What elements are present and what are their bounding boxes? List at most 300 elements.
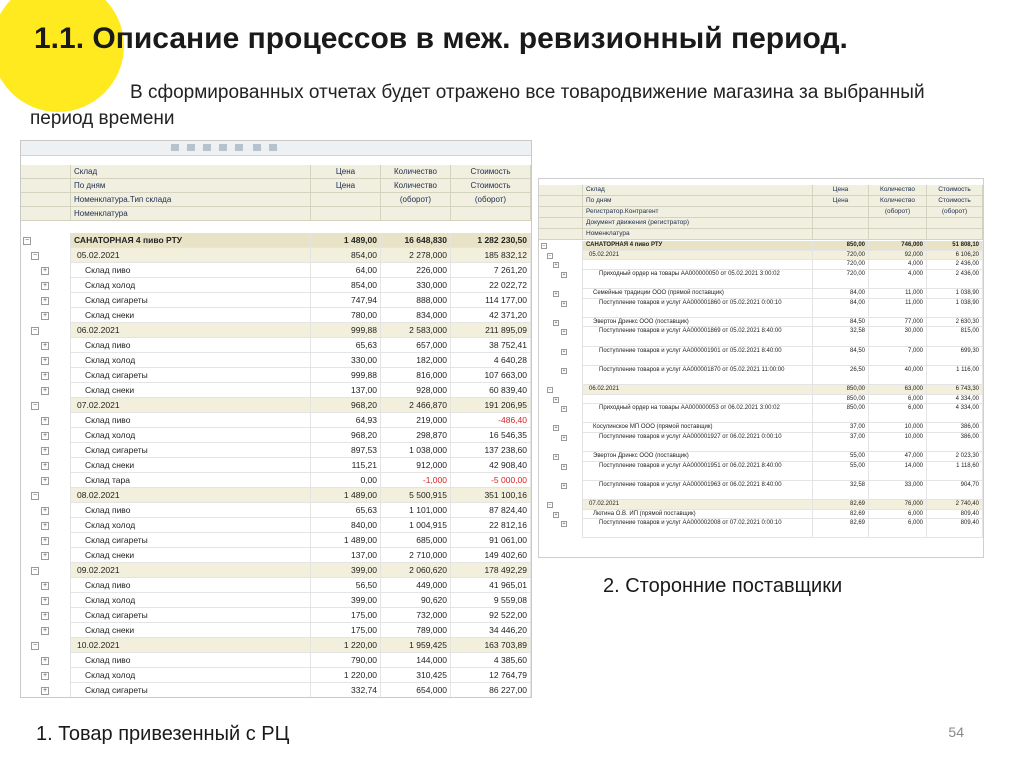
table-row[interactable]	[21, 668, 531, 683]
tree-gutter	[539, 404, 583, 423]
table-row[interactable]	[539, 462, 983, 481]
expand-icon[interactable]: +	[42, 357, 48, 364]
table-row[interactable]	[21, 653, 531, 668]
expand-icon[interactable]: +	[562, 367, 566, 374]
header-row	[539, 229, 983, 240]
table-row[interactable]	[539, 260, 983, 270]
cell-price: 850,00	[813, 241, 869, 251]
collapse-icon[interactable]: −	[24, 237, 30, 244]
tree-gutter	[21, 473, 71, 488]
collapse-icon[interactable]: −	[32, 642, 38, 649]
expand-icon[interactable]: +	[42, 447, 48, 454]
cell-price: 999,88	[311, 368, 381, 383]
row-label: 06.02.2021	[583, 385, 813, 395]
table-row[interactable]	[21, 503, 531, 518]
expand-icon[interactable]: +	[42, 432, 48, 439]
report-toolbar	[21, 141, 531, 156]
table-row[interactable]	[21, 638, 531, 653]
table-row[interactable]	[539, 500, 983, 510]
cell-sum: 87 824,40	[451, 503, 531, 518]
row-label: Склад холод	[71, 428, 311, 443]
expand-icon[interactable]: +	[42, 612, 48, 619]
expand-icon[interactable]: +	[554, 396, 558, 403]
row-label: Склад снеки	[71, 548, 311, 563]
cell-sum: 815,00	[927, 327, 983, 346]
cell-price: 780,00	[311, 308, 381, 323]
cell-sum: 149 402,60	[451, 548, 531, 563]
expand-icon[interactable]: +	[42, 477, 48, 484]
table-row[interactable]	[539, 395, 983, 405]
cell-sum: 92 522,00	[451, 608, 531, 623]
cell-sum: 1 038,90	[927, 299, 983, 318]
cell-price: 65,63	[311, 503, 381, 518]
report-screenshot-rc	[20, 140, 532, 698]
row-label: 05.02.2021	[583, 251, 813, 261]
expand-icon[interactable]: +	[42, 672, 48, 679]
table-row[interactable]	[539, 481, 983, 500]
table-row[interactable]	[21, 368, 531, 383]
cell-qty: 47,000	[869, 452, 927, 462]
cell-price: 850,00	[813, 395, 869, 405]
expand-icon[interactable]: +	[562, 521, 566, 528]
expand-icon[interactable]: +	[554, 319, 558, 326]
table-row[interactable]	[21, 443, 531, 458]
header-cell	[927, 229, 983, 240]
row-label: Склад холод	[71, 353, 311, 368]
tree-gutter	[21, 308, 71, 323]
cell-sum: 2 740,40	[927, 500, 983, 510]
header-cell	[869, 229, 927, 240]
table-row[interactable]	[21, 293, 531, 308]
table-row[interactable]	[539, 385, 983, 395]
cell-price: 56,50	[311, 578, 381, 593]
row-label: 08.02.2021	[71, 488, 311, 503]
tree-gutter	[21, 383, 71, 398]
table-row[interactable]	[539, 347, 983, 366]
table-row[interactable]	[539, 433, 983, 452]
tree-gutter	[21, 293, 71, 308]
cell-price: 175,00	[311, 608, 381, 623]
collapse-icon[interactable]: −	[32, 402, 38, 409]
table-row[interactable]	[21, 563, 531, 578]
tree-gutter	[21, 368, 71, 383]
tree-gutter	[21, 443, 71, 458]
cell-sum: 114 177,00	[451, 293, 531, 308]
header-cell: Склад	[71, 165, 311, 179]
row-label: Склад холод	[71, 278, 311, 293]
header-cell: Номенклатура	[583, 229, 813, 240]
toolbar-icon	[219, 144, 227, 151]
row-label: Склад снеки	[71, 623, 311, 638]
cell-sum: 2 023,30	[927, 452, 983, 462]
cell-price: 968,20	[311, 428, 381, 443]
row-label: Поступление товаров и услуг АА000001963 от 06.02.2021 8:40:00	[583, 481, 813, 500]
table-row[interactable]	[21, 623, 531, 638]
cell-qty: 5 500,915	[381, 488, 451, 503]
cell-qty: 11,000	[869, 299, 927, 318]
cell-qty: 40,000	[869, 366, 927, 385]
row-label: Склад пиво	[71, 263, 311, 278]
cell-qty: 10,000	[869, 433, 927, 452]
header-row	[539, 207, 983, 218]
cell-sum: 137 238,60	[451, 443, 531, 458]
expand-icon[interactable]: +	[42, 267, 48, 274]
collapse-icon[interactable]: −	[542, 243, 546, 249]
header-cell: Стоимость	[927, 196, 983, 207]
collapse-icon[interactable]: −	[32, 492, 38, 499]
tree-gutter	[21, 578, 71, 593]
cell-sum: 809,40	[927, 519, 983, 538]
cell-sum: 51 808,10	[927, 241, 983, 251]
cell-qty: 11,000	[869, 289, 927, 299]
header-spacer	[21, 165, 71, 179]
cell-price: 175,00	[311, 623, 381, 638]
cell-price: 850,00	[813, 404, 869, 423]
cell-sum: 2 436,00	[927, 260, 983, 270]
row-label: Склад сигареты	[71, 533, 311, 548]
cell-qty: 14,000	[869, 462, 927, 481]
cell-sum: 42 908,40	[451, 458, 531, 473]
cell-price: 115,21	[311, 458, 381, 473]
cell-price: 999,88	[311, 323, 381, 338]
expand-icon[interactable]: +	[42, 537, 48, 544]
table-row[interactable]	[21, 248, 531, 263]
cell-price: 330,00	[311, 353, 381, 368]
header-cell: Цена	[813, 185, 869, 196]
header-spacer	[21, 207, 71, 221]
row-label: 09.02.2021	[71, 563, 311, 578]
expand-icon[interactable]: +	[42, 387, 48, 394]
cell-price: 332,74	[311, 683, 381, 698]
row-label: Склад пиво	[71, 503, 311, 518]
tree-gutter	[21, 278, 71, 293]
expand-icon[interactable]: +	[42, 507, 48, 514]
report-body	[539, 241, 983, 538]
table-row[interactable]	[21, 413, 531, 428]
cell-price: 82,69	[813, 510, 869, 520]
expand-icon[interactable]: +	[562, 463, 566, 470]
expand-icon[interactable]: +	[42, 627, 48, 634]
cell-qty: 219,000	[381, 413, 451, 428]
tree-gutter	[539, 510, 583, 520]
table-row[interactable]	[539, 270, 983, 289]
cell-price: 399,00	[311, 563, 381, 578]
table-row[interactable]	[21, 278, 531, 293]
cell-sum: 163 703,89	[451, 638, 531, 653]
cell-qty: 144,000	[381, 653, 451, 668]
table-row[interactable]	[21, 233, 531, 248]
cell-price: 32,58	[813, 327, 869, 346]
expand-icon[interactable]: +	[562, 348, 566, 355]
cell-sum: 16 546,35	[451, 428, 531, 443]
table-row[interactable]	[21, 353, 531, 368]
expand-icon[interactable]: +	[554, 290, 558, 297]
cell-price: 720,00	[813, 270, 869, 289]
expand-icon[interactable]: +	[554, 454, 558, 461]
table-row[interactable]	[539, 366, 983, 385]
tree-gutter	[21, 353, 71, 368]
expand-icon[interactable]: +	[562, 300, 566, 307]
cell-qty: 2 278,000	[381, 248, 451, 263]
row-label: Поступление товаров и услуг АА000001951 от 06.02.2021 8:40:00	[583, 462, 813, 481]
table-row[interactable]	[21, 398, 531, 413]
expand-icon[interactable]: +	[42, 282, 48, 289]
caption-rc: 1. Товар привезенный с РЦ	[36, 723, 290, 745]
header-row	[539, 218, 983, 229]
expand-icon[interactable]: +	[42, 462, 48, 469]
table-row[interactable]	[21, 323, 531, 338]
cell-qty: 63,000	[869, 385, 927, 395]
table-row[interactable]	[539, 241, 983, 251]
tree-gutter	[21, 398, 71, 413]
table-row[interactable]	[21, 578, 531, 593]
cell-sum: 12 764,79	[451, 668, 531, 683]
cell-price: 137,00	[311, 548, 381, 563]
cell-sum: 191 206,95	[451, 398, 531, 413]
cell-price: 32,58	[813, 481, 869, 500]
row-label: Поступление товаров и услуг АА000001870 от 05.02.2021 11:00:00	[583, 366, 813, 385]
expand-icon[interactable]: +	[562, 271, 566, 278]
expand-icon[interactable]: +	[42, 312, 48, 319]
row-label: Косулинское МП ООО (прямой поставщик)	[583, 423, 813, 433]
header-spacer	[539, 218, 583, 229]
tree-gutter	[21, 518, 71, 533]
header-cell	[311, 193, 381, 207]
table-row[interactable]	[21, 308, 531, 323]
cell-sum: 1 118,60	[927, 462, 983, 481]
collapse-icon[interactable]: −	[32, 567, 38, 574]
cell-sum: 386,00	[927, 433, 983, 452]
expand-icon[interactable]: +	[562, 406, 566, 413]
row-label: Склад тара	[71, 473, 311, 488]
header-cell: (оборот)	[451, 193, 531, 207]
cell-sum: 4 334,00	[927, 395, 983, 405]
row-label: 10.02.2021	[71, 638, 311, 653]
row-label: САНАТОРНАЯ 4 пиво РТУ	[71, 233, 311, 248]
table-row[interactable]	[21, 428, 531, 443]
header-row	[539, 196, 983, 207]
expand-icon[interactable]: +	[554, 262, 558, 269]
cell-qty: 76,000	[869, 500, 927, 510]
table-row[interactable]	[21, 488, 531, 503]
expand-icon[interactable]: +	[42, 657, 48, 664]
cell-qty: 7,000	[869, 347, 927, 366]
expand-icon[interactable]: +	[562, 434, 566, 441]
header-cell: Стоимость	[451, 165, 531, 179]
cell-qty: 928,000	[381, 383, 451, 398]
table-row[interactable]	[21, 518, 531, 533]
report-body	[21, 233, 531, 698]
table-row[interactable]	[21, 473, 531, 488]
table-row[interactable]	[21, 263, 531, 278]
table-row[interactable]	[539, 289, 983, 299]
row-label: Склад пиво	[71, 338, 311, 353]
cell-qty: 1 101,000	[381, 503, 451, 518]
cell-sum: 7 261,20	[451, 263, 531, 278]
cell-qty: -1,000	[381, 473, 451, 488]
collapse-icon[interactable]: −	[548, 502, 552, 509]
collapse-icon[interactable]: −	[32, 327, 38, 334]
header-spacer	[539, 229, 583, 240]
expand-icon[interactable]: +	[42, 342, 48, 349]
header-cell	[813, 218, 869, 229]
expand-icon[interactable]: +	[562, 482, 566, 489]
cell-sum: 60 839,40	[451, 383, 531, 398]
row-label: Лютина О.В. ИП (прямой поставщик)	[583, 510, 813, 520]
table-row[interactable]	[21, 383, 531, 398]
tree-gutter	[21, 503, 71, 518]
table-row[interactable]	[539, 519, 983, 538]
cell-qty: 449,000	[381, 578, 451, 593]
expand-icon[interactable]: +	[554, 425, 558, 432]
table-row[interactable]	[539, 299, 983, 318]
expand-icon[interactable]: +	[42, 372, 48, 379]
tree-gutter	[539, 452, 583, 462]
table-row[interactable]	[21, 608, 531, 623]
expand-icon[interactable]: +	[42, 552, 48, 559]
tree-gutter	[539, 500, 583, 510]
table-row[interactable]	[539, 452, 983, 462]
header-cell: Цена	[311, 179, 381, 193]
tree-gutter	[21, 668, 71, 683]
header-cell: По дням	[71, 179, 311, 193]
cell-sum: 351 100,16	[451, 488, 531, 503]
cell-price: 850,00	[813, 385, 869, 395]
expand-icon[interactable]: +	[42, 417, 48, 424]
tree-gutter	[539, 385, 583, 395]
header-cell: (оборот)	[381, 193, 451, 207]
tree-gutter	[539, 519, 583, 538]
table-row[interactable]	[539, 510, 983, 520]
tree-gutter	[21, 533, 71, 548]
tree-gutter	[21, 263, 71, 278]
table-row[interactable]	[21, 458, 531, 473]
cell-price: 64,00	[311, 263, 381, 278]
cell-qty: 1 004,915	[381, 518, 451, 533]
row-label: 05.02.2021	[71, 248, 311, 263]
expand-icon[interactable]: +	[42, 297, 48, 304]
table-row[interactable]	[21, 548, 531, 563]
cell-qty: 90,620	[381, 593, 451, 608]
cell-sum: 86 227,00	[451, 683, 531, 698]
row-label: Склад сигареты	[71, 683, 311, 698]
expand-icon[interactable]: +	[42, 597, 48, 604]
row-label: Склад пиво	[71, 578, 311, 593]
collapse-icon[interactable]: −	[32, 252, 38, 259]
tree-gutter	[21, 428, 71, 443]
cell-qty: 6,000	[869, 395, 927, 405]
row-label: Склад снеки	[71, 458, 311, 473]
cell-qty: 4,000	[869, 270, 927, 289]
table-row[interactable]	[539, 423, 983, 433]
tree-gutter	[539, 318, 583, 328]
tree-gutter	[21, 638, 71, 653]
table-row[interactable]	[21, 533, 531, 548]
header-cell: (оборот)	[927, 207, 983, 218]
tree-gutter	[539, 299, 583, 318]
header-cell: Регистратор.Контрагент	[583, 207, 813, 218]
header-cell: (оборот)	[869, 207, 927, 218]
row-label: Склад сигареты	[71, 443, 311, 458]
tree-gutter	[21, 623, 71, 638]
cell-qty: 6,000	[869, 519, 927, 538]
cell-qty: 2 060,620	[381, 563, 451, 578]
cell-price: 854,00	[311, 278, 381, 293]
row-label	[583, 260, 813, 270]
cell-sum: 4 640,28	[451, 353, 531, 368]
header-row	[21, 207, 531, 221]
toolbar-icon	[235, 144, 243, 151]
cell-sum: 9 559,08	[451, 593, 531, 608]
expand-icon[interactable]: +	[42, 582, 48, 589]
collapse-icon[interactable]: −	[548, 386, 552, 393]
cell-sum: 211 895,09	[451, 323, 531, 338]
collapse-icon[interactable]: −	[548, 252, 552, 259]
expand-icon[interactable]: +	[554, 511, 558, 518]
row-label: Приходный ордер на товары АА000000053 от 06.02.2021 3:00:02	[583, 404, 813, 423]
cell-qty: 330,000	[381, 278, 451, 293]
header-spacer	[21, 179, 71, 193]
cell-qty: 912,000	[381, 458, 451, 473]
cell-price: 55,00	[813, 452, 869, 462]
toolbar-icon	[253, 144, 261, 151]
header-row	[21, 179, 531, 193]
header-cell	[311, 207, 381, 221]
header-cell: Количество	[381, 165, 451, 179]
tree-gutter	[539, 270, 583, 289]
cell-qty: 4,000	[869, 260, 927, 270]
header-cell: Цена	[311, 165, 381, 179]
table-row[interactable]	[539, 404, 983, 423]
row-label: Склад пиво	[71, 653, 311, 668]
page-number: 54	[948, 724, 964, 740]
table-row[interactable]	[539, 251, 983, 261]
row-label: Склад снеки	[71, 383, 311, 398]
expand-icon[interactable]: +	[42, 522, 48, 529]
header-cell: Номенклатура	[71, 207, 311, 221]
cell-qty: 888,000	[381, 293, 451, 308]
report-header	[21, 165, 531, 221]
cell-qty: 16 648,830	[381, 233, 451, 248]
cell-qty: 77,000	[869, 318, 927, 328]
table-row[interactable]	[539, 318, 983, 328]
expand-icon[interactable]: +	[42, 687, 48, 694]
row-label	[583, 395, 813, 405]
table-row[interactable]	[21, 683, 531, 698]
tree-gutter	[21, 548, 71, 563]
expand-icon[interactable]: +	[562, 329, 566, 336]
tree-gutter	[21, 608, 71, 623]
header-cell: Документ движения (регистратор)	[583, 218, 813, 229]
table-row[interactable]	[539, 327, 983, 346]
table-row[interactable]	[21, 338, 531, 353]
header-cell	[381, 207, 451, 221]
table-row[interactable]	[21, 593, 531, 608]
cell-sum: 1 282 230,50	[451, 233, 531, 248]
cell-sum: 107 663,00	[451, 368, 531, 383]
cell-sum: 41 965,01	[451, 578, 531, 593]
header-spacer	[539, 207, 583, 218]
tree-gutter	[539, 366, 583, 385]
cell-sum: 1 116,00	[927, 366, 983, 385]
cell-sum: 2 630,30	[927, 318, 983, 328]
cell-qty: 816,000	[381, 368, 451, 383]
cell-qty: 310,425	[381, 668, 451, 683]
row-label: Склад холод	[71, 593, 311, 608]
cell-sum: 22 022,72	[451, 278, 531, 293]
cell-price: 897,53	[311, 443, 381, 458]
cell-price: 84,00	[813, 299, 869, 318]
